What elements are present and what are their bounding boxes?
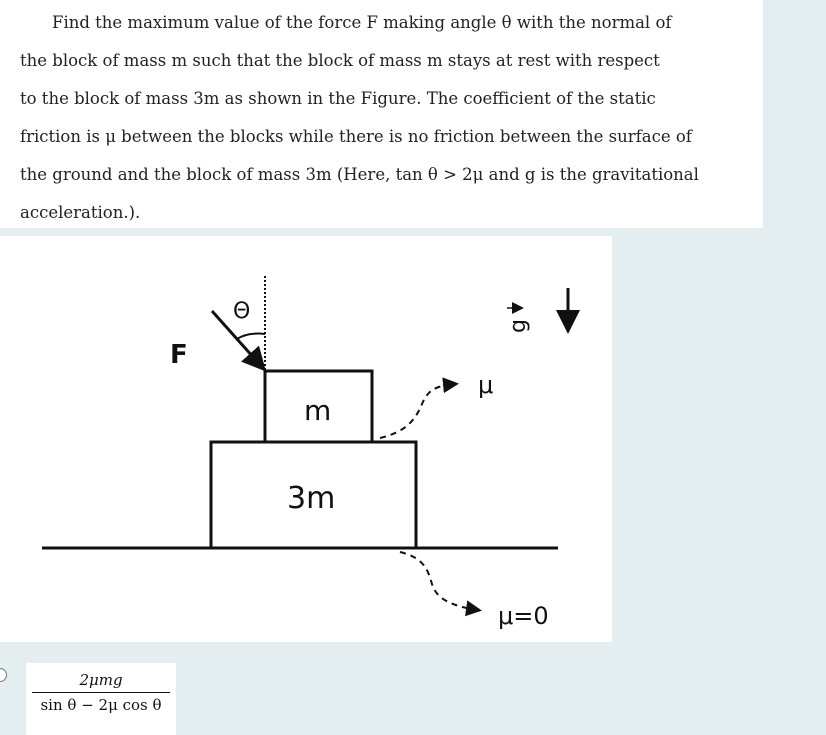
answer-fraction — [30, 671, 172, 714]
question-line: to the block of mass 3m as shown in the Figure. The coefficient of the static — [20, 89, 656, 108]
angle-arc — [237, 334, 265, 339]
friction-top-pointer — [380, 384, 455, 438]
force-label: F — [170, 340, 188, 370]
answer-option[interactable] — [26, 663, 176, 735]
friction-ground-label: μ=0 — [498, 602, 549, 630]
friction-ground-pointer — [400, 552, 478, 610]
question-line: acceleration.). — [20, 203, 141, 222]
gravity-label: g — [506, 319, 531, 333]
block-diagram — [0, 236, 612, 642]
friction-top-label: μ — [478, 371, 494, 399]
answer-denominator: sin θ − 2μ cos θ — [40, 696, 162, 714]
question-line: friction is μ between the blocks while there is no friction between the surface of — [20, 127, 692, 146]
question-text — [20, 4, 746, 232]
question-line: Find the maximum value of the force F making angle θ with the normal of — [52, 13, 672, 32]
angle-label: Θ — [233, 299, 251, 324]
question-line: the ground and the block of mass 3m (Here, tan θ > 2μ and g is the gravitational — [20, 165, 699, 184]
answer-numerator: 2μmg — [79, 671, 123, 689]
answer-radio-button[interactable] — [0, 668, 7, 682]
figure-panel — [0, 236, 612, 642]
question-line: the block of mass m such that the block of mass m stays at rest with respect — [20, 51, 660, 70]
question-card — [0, 0, 763, 228]
top-block-label: m — [304, 394, 332, 427]
bottom-block-label: 3m — [287, 481, 336, 516]
